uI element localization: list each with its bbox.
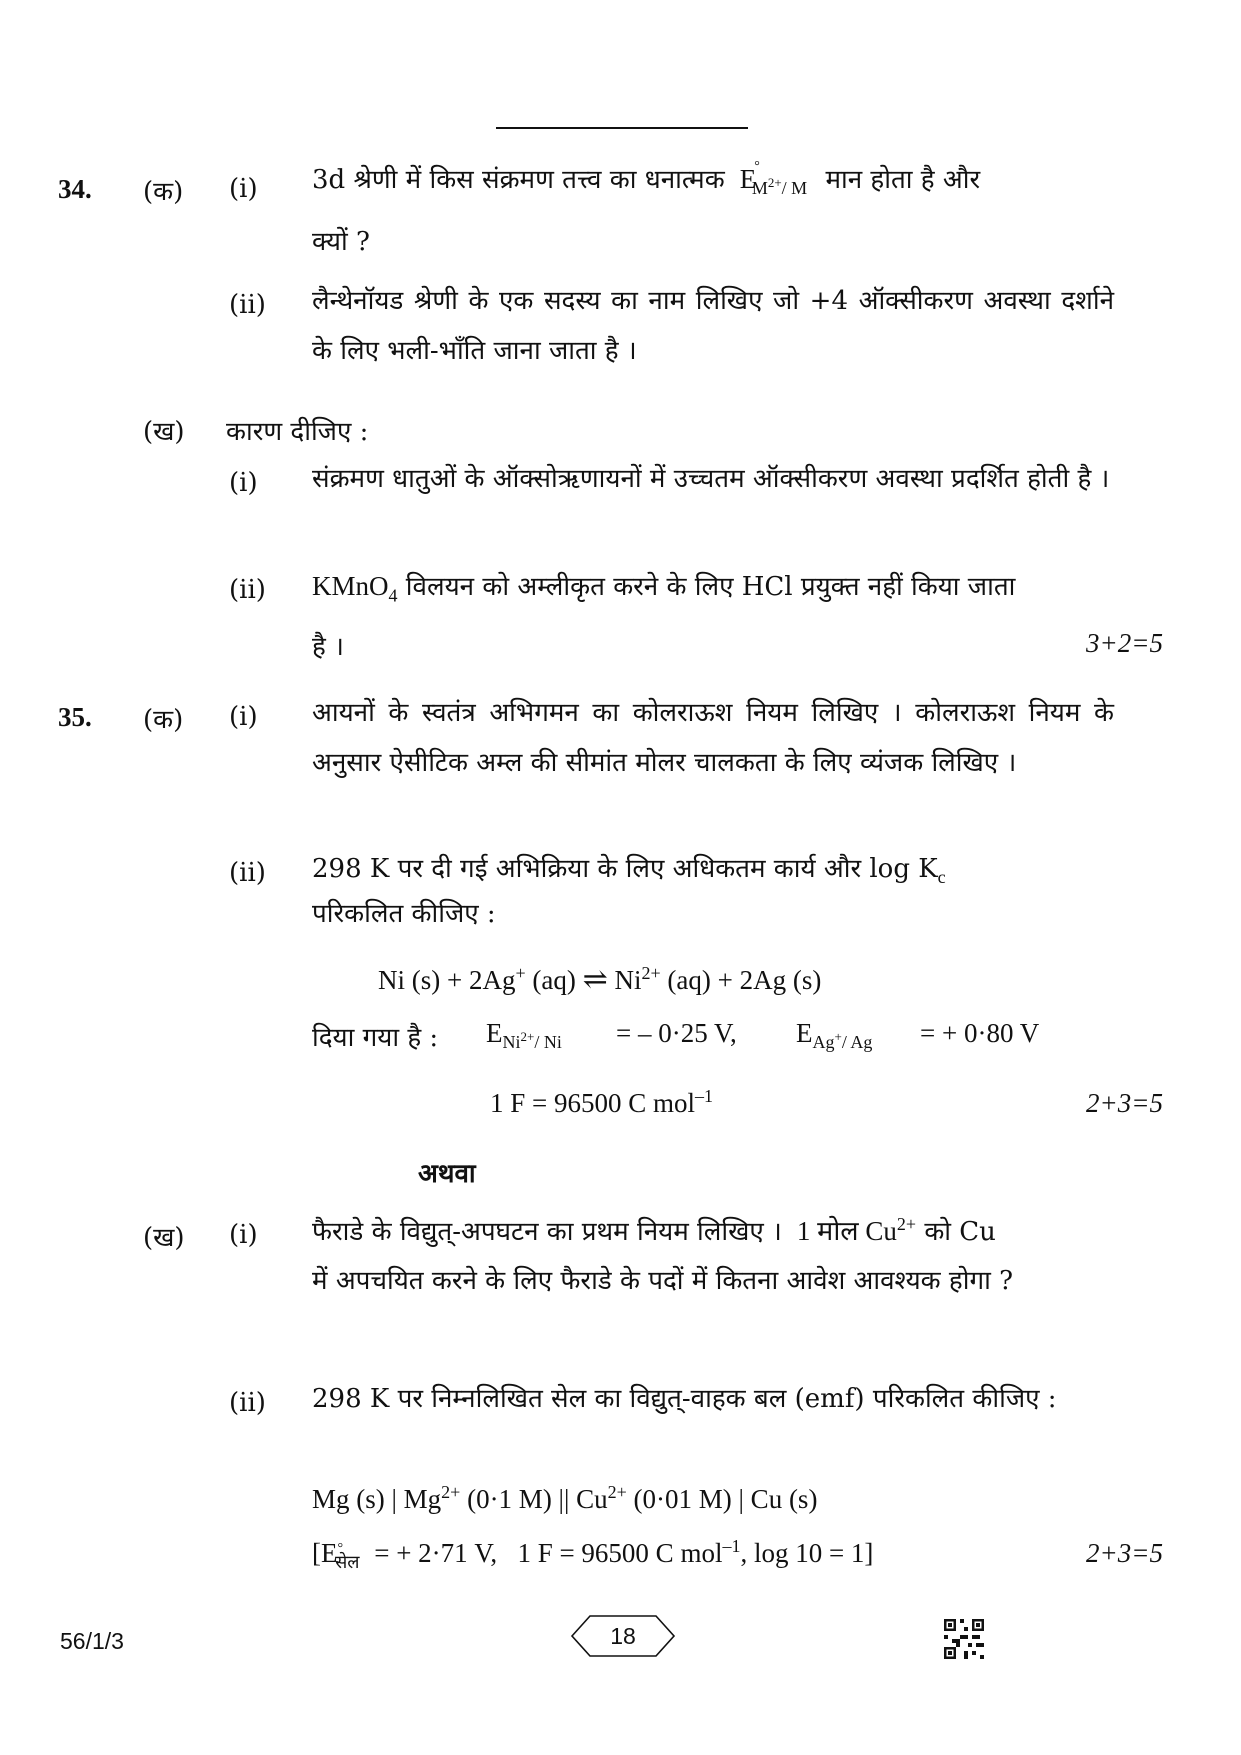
- q34-b-ii-text-1: विलयन को अम्लीकृत करने के लिए HCl प्रयुक्त नहीं किया जाता: [405, 572, 1016, 602]
- e-ni-value: = – 0·25 V,: [616, 1018, 737, 1048]
- faraday-constant: 1 F = 96500 C mol$^{-1}$: [490, 1086, 714, 1118]
- paper-code: 56/1/3: [60, 1628, 124, 1654]
- q35-a-ii-line2: परिकलित कीजिए :: [312, 899, 496, 929]
- question-35-number: 35.: [58, 702, 92, 732]
- q34-a-i-line1: [312, 160, 1112, 210]
- top-rule: [496, 127, 748, 129]
- e-ag-symbol: $E_{Ag^+/ Ag}$: [796, 1018, 873, 1053]
- q35-a-label: (क): [143, 705, 184, 735]
- q35-b-marks: 2+3=5: [1086, 1538, 1163, 1568]
- q35-b-i-text-1: फैराडे के विद्युत्-अपघटन का प्रथम नियम लिखिए ।: [312, 1217, 782, 1247]
- q35-a-i-label: (i): [229, 702, 258, 732]
- q34-b-ii-line2: है ।: [312, 632, 344, 662]
- cell-sel-subscript: सेल: [335, 1552, 360, 1573]
- question-34-number: 34.: [58, 174, 92, 204]
- cell-notation: Mg (s) | $Mg^{2+}$ (0·1 M) || $Cu^{2+}$ (0·01 M) | Cu (s): [312, 1482, 818, 1514]
- q34-a-i-text-1: 3d श्रेणी में किस संक्रमण तत्त्व का धनात्मक: [312, 165, 725, 195]
- cell-given-1: = + 2·71 V,: [374, 1538, 498, 1568]
- kmno4-formula: KMnO$_4$: [312, 571, 398, 606]
- q34-b-ii-line1: [312, 561, 1015, 612]
- q35-b-label: (ख): [143, 1223, 185, 1253]
- q35-a-ii-label: (ii): [229, 858, 266, 888]
- page-number: 18: [610, 1623, 636, 1649]
- q35-a-ii-line1: [312, 844, 1114, 894]
- q34-a-label: (क): [143, 177, 184, 207]
- q34-b-ii-label: (ii): [229, 575, 266, 605]
- q35-a-ii-text-1: 298 K पर दी गई अभिक्रिया के लिए अधिकतम कार्य और log K: [312, 854, 938, 884]
- q35-a-i-text: आयनों के स्वतंत्र अभिगमन का कोलराऊश नियम लिखिए । कोलराऊश नियम के अनुसार ऐसीटिक अम्ल की सीमांत मोलर चालकता के लिए व्यंजक लिखिए ।: [312, 698, 1114, 778]
- q35-b-i-label: (i): [229, 1220, 258, 1250]
- cell-given-3: , log 10 = 1]: [740, 1538, 874, 1568]
- kc-subscript: c: [937, 867, 946, 888]
- q34-a-i-text-2: मान होता है और: [825, 165, 981, 195]
- q35-a-marks: 2+3=5: [1086, 1088, 1163, 1118]
- q34-b-i-text: संक्रमण धातुओं के ऑक्सोऋणायनों में उच्चतम ऑक्सीकरण अवस्था प्रदर्शित होती है ।: [312, 464, 1110, 494]
- e-m2-m-symbol: $E^\circ_{M^{2+}/ M}$: [732, 159, 808, 199]
- q35-b-i-text-3: में अपचयित करने के लिए फैराडे के पदों में कितना आवेश आवश्यक होगा ?: [312, 1266, 1014, 1296]
- athva-heading: अथवा: [418, 1159, 476, 1189]
- qr-code-icon: [944, 1619, 984, 1659]
- faraday-text: 1 F = 96500 C mol: [490, 1088, 696, 1118]
- page-number-badge: [570, 1614, 676, 1658]
- q34-b-i-label: (i): [229, 468, 258, 498]
- q35-b-ii-text: 298 K पर निम्नलिखित सेल का विद्युत्-वाहक बल (emf) परिकलित कीजिए :: [312, 1384, 1057, 1414]
- q35-b-i-text-2: को Cu: [924, 1217, 996, 1247]
- one-mole-cu: 1 मोल $Cu^{2+}$: [790, 1214, 917, 1246]
- q34-a-ii-text: लैन्थेनॉयड श्रेणी के एक सदस्य का नाम लिखिए जो +4 ऑक्सीकरण अवस्था दर्शाने के लिए भली-भाँति जाना जाता है ।: [312, 286, 1114, 366]
- cell-given-2: 1 F = 96500 C mol: [517, 1538, 723, 1568]
- q34-a-i-label: (i): [229, 174, 258, 204]
- q35-b-ii-label: (ii): [229, 1388, 266, 1418]
- given-label: दिया गया है :: [312, 1023, 439, 1053]
- reaction-equation: Ni (s) + 2Ag+ (aq) ⇌ $Ni^{2+}$ (aq) + 2Ag (s): [378, 963, 822, 996]
- q34-a-ii-label: (ii): [229, 290, 266, 320]
- cell-given-values: [$E^\circ_{सेल}$ = + 2·71 V, 1 F = 96500 C mol$^{-1}$, log 10 = 1]: [312, 1536, 874, 1573]
- q34-marks: 3+2=5: [1086, 628, 1163, 658]
- q35-b-i-line1: [312, 1206, 996, 1257]
- q34-a-i-line2: क्यों ?: [312, 227, 370, 257]
- q34-b-label: (ख): [143, 417, 185, 447]
- q34-b-intro: कारण दीजिए :: [226, 417, 369, 447]
- e-ni-symbol: $E_{Ni^{2+}/ Ni}$: [486, 1018, 562, 1053]
- e-ag-value: = + 0·80 V: [920, 1018, 1040, 1048]
